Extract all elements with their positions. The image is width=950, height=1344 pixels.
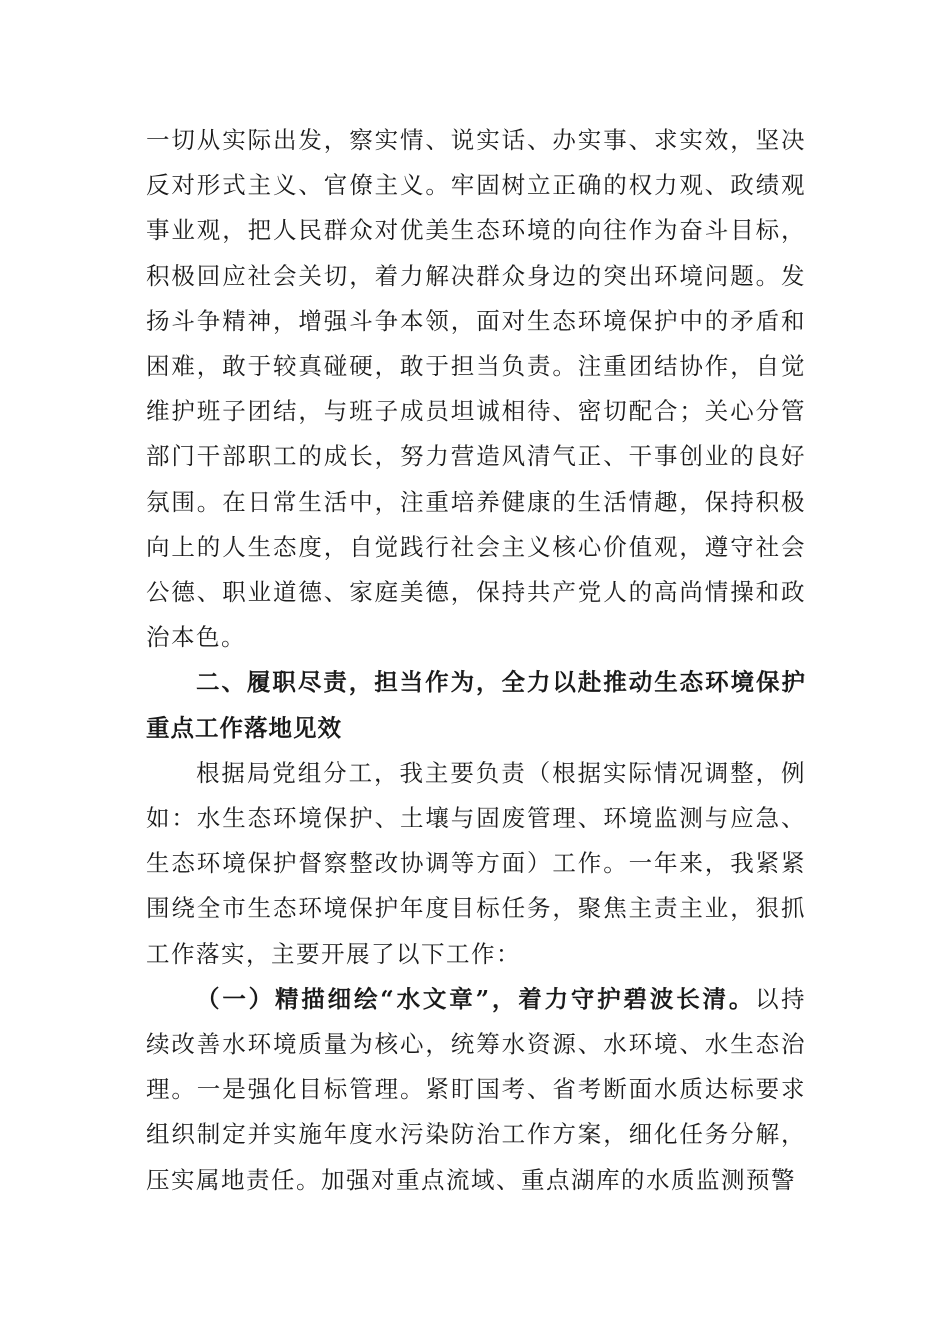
subsection-paragraph [146,977,806,1203]
subsection-heading: （一）精描细绘“水文章”，着力守护碧波长清。 [196,984,756,1013]
subsection-text: 以持续改善水环境质量为核心，统筹水资源、水环境、水生态治理。一是强化目标管理。紧盯国考、省考断面水质达标要求组织制定并实施年度水污染防治工作方案，细化任务分解，压实属地责任。加强对重点流域、重点湖库的水质监测预警 [146,984,806,1194]
document-body [146,118,806,1203]
continued-paragraph: 一切从实际出发，察实情、说实话、办实事、求实效，坚决反对形式主义、官僚主义。牢固树立正确的权力观、政绩观事业观，把人民群众对优美生态环境的向往作为奋斗目标，积极回应社会关切，着力解决群众身边的突出环境问题。发扬斗争精神，增强斗争本领，面对生态环境保护中的矛盾和困难，敢于较真碰硬，敢于担当负责。注重团结协作，自觉维护班子团结，与班子成员坦诚相待、密切配合；关心分管部门干部职工的成长，努力营造风清气正、干事创业的良好氛围。在日常生活中，注重培养健康的生活情趣，保持积极向上的人生态度，自觉践行社会主义核心价值观，遵守社会公德、职业道德、家庭美德，保持共产党人的高尚情操和政治本色。 [146,126,806,652]
intro-paragraph: 根据局党组分工，我主要负责（根据实际情况调整，例如：水生态环境保护、土壤与固废管理、环境监测与应急、生态环境保护督察整改协调等方面）工作。一年来，我紧紧围绕全市生态环境保护年度目标任务，聚焦主责主业，狠抓工作落实，主要开展了以下工作： [146,758,806,968]
section-heading: 二、履职尽责，担当作为，全力以赴推动生态环境保护重点工作落地见效 [146,668,806,742]
